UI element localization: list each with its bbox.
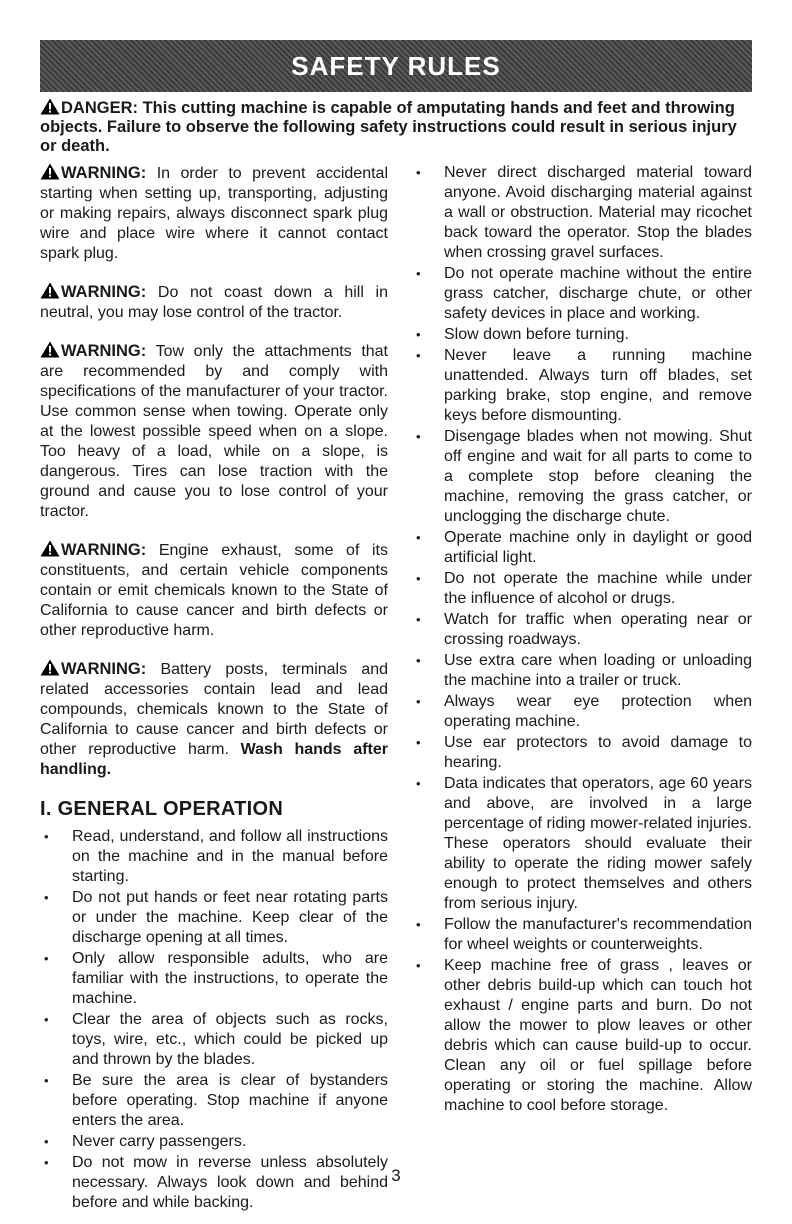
warning-paragraph <box>40 540 388 641</box>
list-item: • Do not operate machine without the entire grass catcher, discharge chute, or other safety devices in place and working. <box>412 264 752 324</box>
warning-label: WARNING: <box>61 342 147 360</box>
list-item: • Do not operate the machine while under the influence of alcohol or drugs. <box>412 569 752 609</box>
list-item: • Never direct discharged material toward anyone. Avoid discharging material against a wall or obstruction. Material may ricochet back toward the operator. Stop the blades when crossing gravel surfaces. <box>412 163 752 263</box>
warning-text: In order to prevent accidental starting when setting up, transporting, adjusting or making repairs, always disconnect spark plug wire and place wire where it cannot contact spark plug. <box>40 165 388 262</box>
danger-label: DANGER: <box>61 99 138 117</box>
danger-text: This cutting machine is capable of amputating hands and feet and throwing objects. Failure to observe the following safety instructions could result in serious injury or death. <box>40 99 737 155</box>
list-item: • Follow the manufacturer's recommendation for wheel weights or counterweights. <box>412 915 752 955</box>
list-item: • Use extra care when loading or unloading the machine into a trailer or truck. <box>412 651 752 691</box>
warning-text: Battery posts, terminals and related accessories contain lead and lead compounds, chemicals known to the State of California to cause cancer and birth defects or other reproductive harm. <box>40 661 388 758</box>
warning-label: WARNING: <box>61 660 147 678</box>
warning-paragraph <box>40 282 388 323</box>
warning-label: WARNING: <box>61 164 147 182</box>
right-bullet-list <box>412 163 752 1116</box>
list-item: • Do not mow in reverse unless absolutely necessary. Always look down and behind before and while backing. <box>40 1153 388 1213</box>
list-item: • Always wear eye protection when operating machine. <box>412 692 752 732</box>
list-item: • Only allow responsible adults, who are familiar with the instructions, to operate the machine. <box>40 949 388 1009</box>
warning-paragraph <box>40 659 388 780</box>
list-item: • Watch for traffic when operating near or crossing roadways. <box>412 610 752 650</box>
list-item: • Never carry passengers. <box>40 1132 388 1152</box>
warning-triangle-icon <box>40 163 60 180</box>
list-item: • Be sure the area is clear of bystanders before operating. Stop machine if anyone enters the area. <box>40 1071 388 1131</box>
safety-rules-banner <box>40 40 752 92</box>
list-item: • Clear the area of objects such as rocks, toys, wire, etc., which could be picked up and thrown by the blades. <box>40 1010 388 1070</box>
right-column <box>412 163 752 1117</box>
page-title: SAFETY RULES <box>291 50 501 81</box>
warning-triangle-icon <box>40 341 60 358</box>
list-item: • Slow down before turning. <box>412 325 752 345</box>
list-item: • Operate machine only in daylight or good artificial light. <box>412 528 752 568</box>
list-item: • Read, understand, and follow all instructions on the machine and in the manual before starting. <box>40 827 388 887</box>
page-number: 3 <box>391 1166 401 1185</box>
warning-triangle-icon <box>40 540 60 557</box>
warning-triangle-icon <box>40 98 60 115</box>
warning-text: Engine exhaust, some of its constituents, and certain vehicle components contain or emit chemicals known to the State of California to cause cancer and birth defects or other reproductive harm. <box>40 542 388 639</box>
warning-bold-tail: Wash hands after handling. <box>40 741 388 778</box>
warning-text: Tow only the attachments that are recommended by and comply with specifications of the manufacturer of your tractor. Use common sense when towing. Operate only at the lowest possible speed when on a slope. Too heavy of a load, while on a slope, is dangerous. Tires can lose traction with the ground and cause you to lose control of your tractor. <box>40 343 388 520</box>
list-item: • Disengage blades when not mowing. Shut off engine and wait for all parts to come to a complete stop before cleaning the machine, removing the grass catcher, or unclogging the discharge chute. <box>412 427 752 527</box>
left-column <box>40 163 388 1214</box>
warning-text: Do not coast down a hill in neutral, you may lose control of the tractor. <box>40 284 388 321</box>
left-bullet-list <box>40 827 388 1213</box>
list-item: • Keep machine free of grass , leaves or other debris build-up which can touch hot exhaust / engine parts and burn. Do not allow the mower to plow leaves or other debris which can cause build-up to occur. Clean any oil or fuel spillage before operating or storing the machine. Allow machine to cool before storage. <box>412 956 752 1116</box>
warning-label: WARNING: <box>61 283 147 301</box>
danger-statement <box>40 98 756 156</box>
warning-paragraph <box>40 341 388 522</box>
warning-label: WARNING: <box>61 541 147 559</box>
list-item: • Use ear protectors to avoid damage to hearing. <box>412 733 752 773</box>
warning-triangle-icon <box>40 659 60 676</box>
list-item: • Data indicates that operators, age 60 years and above, are involved in a large percentage of riding mower-related injuries. These operators should evaluate their ability to operate the riding mower safely enough to protect themselves and others from serious injury. <box>412 774 752 914</box>
warning-paragraph <box>40 163 388 264</box>
warning-triangle-icon <box>40 282 60 299</box>
list-item: • Never leave a running machine unattended. Always turn off blades, set parking brake, stop engine, and remove keys before dismounting. <box>412 346 752 426</box>
list-item: • Do not put hands or feet near rotating parts or under the machine. Keep clear of the discharge opening at all times. <box>40 888 388 948</box>
section-heading: I. GENERAL OPERATION <box>40 798 284 820</box>
